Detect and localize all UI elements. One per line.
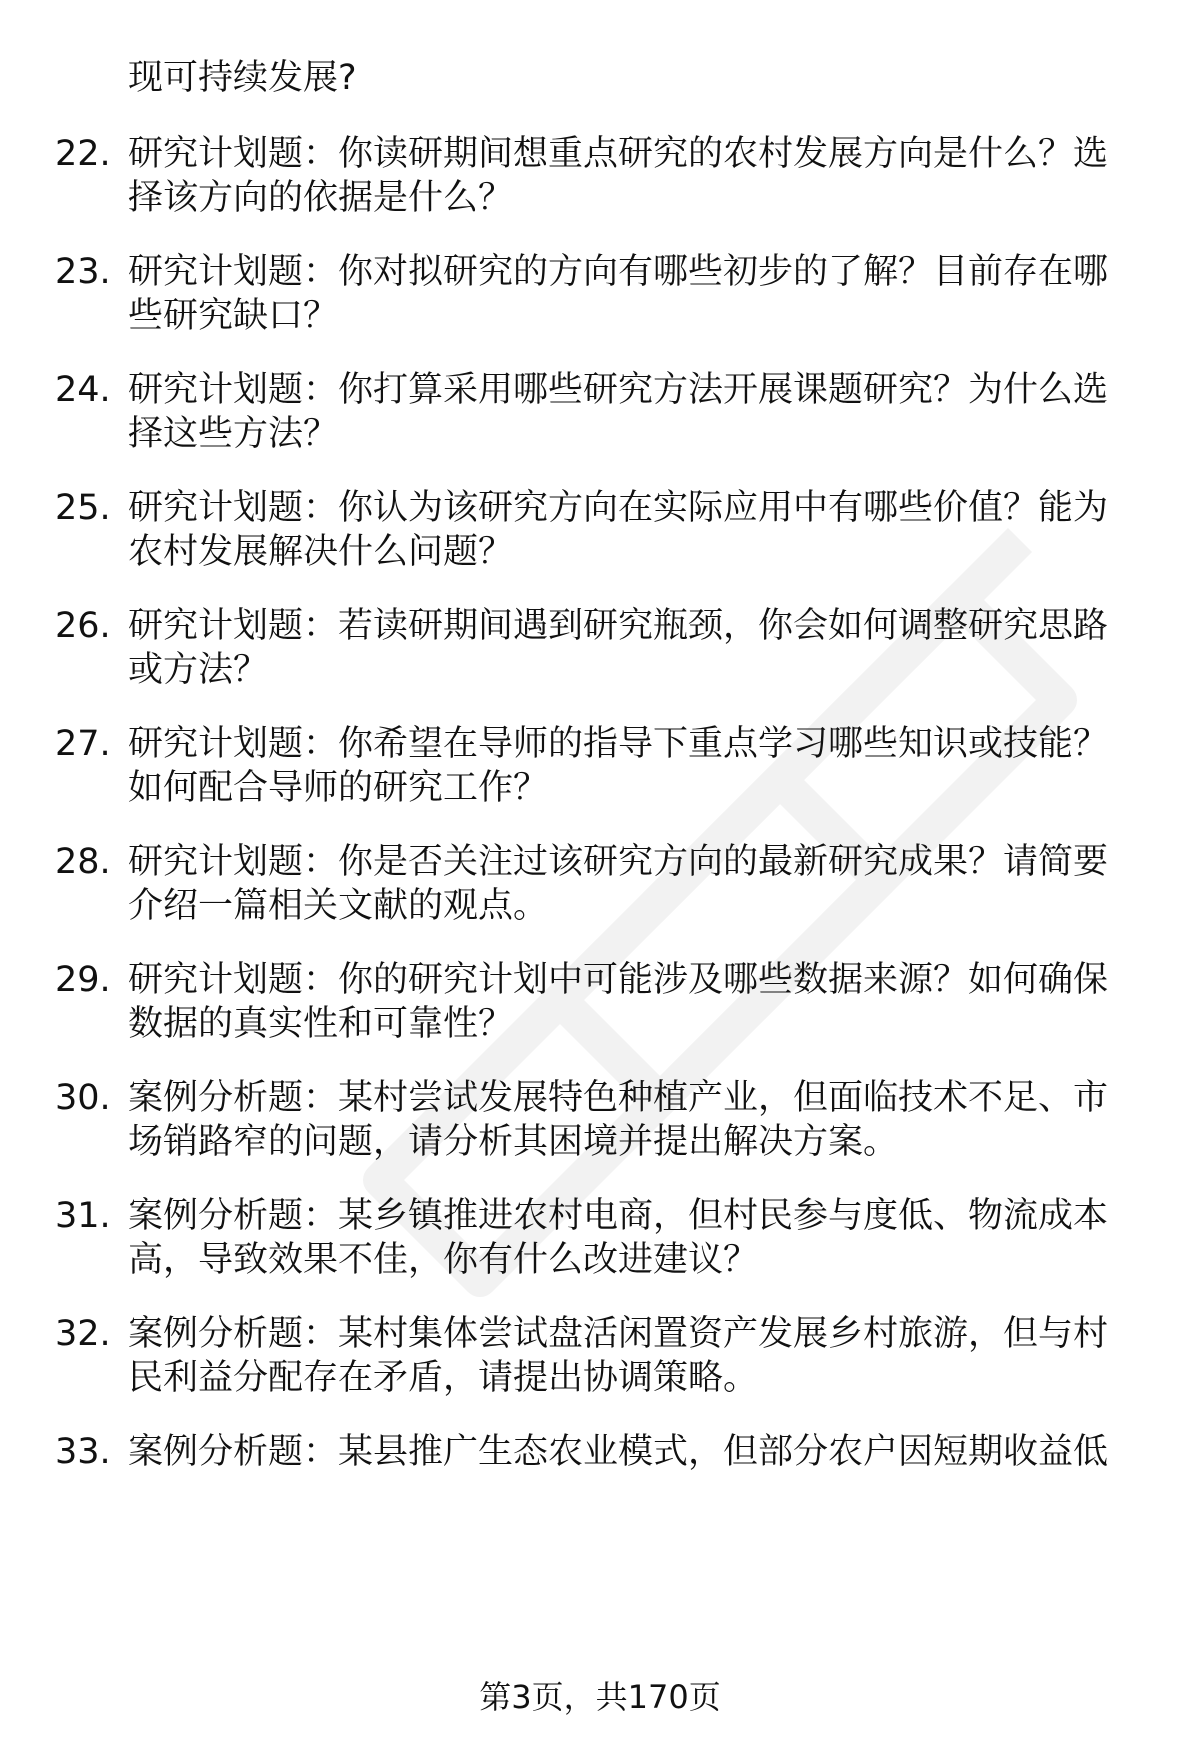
item-text-line1: 研究计划题：你希望在导师的指导下重点学习哪些知识或技能？ (128, 724, 1109, 764)
item-number: 29. (55, 960, 111, 1000)
item-text-line1: 研究计划题：你认为该研究方向在实际应用中有哪些价值？能为 (128, 488, 1109, 528)
continuation-line: 现可持续发展? (128, 58, 357, 98)
item-number: 24. (55, 370, 111, 410)
item-text-line1: 案例分析题：某村集体尝试盘活闲置资产发展乡村旅游，但与村 (128, 1314, 1109, 1354)
item-text-line2: 数据的真实性和可靠性？ (128, 1004, 514, 1044)
item-number: 31. (55, 1196, 111, 1236)
item-number: 23. (55, 252, 111, 292)
item-text-line1: 研究计划题：你对拟研究的方向有哪些初步的了解？目前存在哪 (128, 252, 1109, 292)
item-number: 32. (55, 1314, 111, 1354)
item-text-line2: 介绍一篇相关文献的观点。 (128, 886, 549, 926)
item-text-line1: 研究计划题：你读研期间想重点研究的农村发展方向是什么？选 (128, 134, 1109, 174)
item-text-line1: 研究计划题：你是否关注过该研究方向的最新研究成果？请简要 (128, 842, 1109, 882)
item-text-line2: 择这些方法？ (128, 414, 339, 454)
item-text-line2: 农村发展解决什么问题？ (128, 532, 514, 572)
item-text-line2: 场销路窄的问题，请分析其困境并提出解决方案。 (128, 1122, 899, 1162)
item-number: 28. (55, 842, 111, 882)
item-text-line1: 研究计划题：你的研究计划中可能涉及哪些数据来源？如何确保 (128, 960, 1109, 1000)
item-number: 30. (55, 1078, 111, 1118)
item-text-line1: 案例分析题：某乡镇推进农村电商，但村民参与度低、物流成本 (128, 1196, 1109, 1236)
item-number: 25. (55, 488, 111, 528)
item-text-line1: 研究计划题：若读研期间遇到研究瓶颈，你会如何调整研究思路 (128, 606, 1109, 646)
item-text-line2: 民利益分配存在矛盾，请提出协调策略。 (128, 1358, 759, 1398)
item-text-line2: 高，导致效果不佳，你有什么改进建议？ (128, 1240, 759, 1280)
item-text-line1: 案例分析题：某村尝试发展特色种植产业，但面临技术不足、市 (128, 1078, 1109, 1118)
item-text-line1: 研究计划题：你打算采用哪些研究方法开展课题研究？为什么选 (128, 370, 1109, 410)
item-number: 33. (55, 1432, 111, 1472)
item-text-line1: 案例分析题：某县推广生态农业模式，但部分农户因短期收益低 (128, 1432, 1109, 1472)
item-number: 27. (55, 724, 111, 764)
item-text-line2: 些研究缺口？ (128, 296, 339, 336)
page-footer: 第3页，共170页 (479, 1678, 721, 1716)
item-number: 26. (55, 606, 111, 646)
item-number: 22. (55, 134, 111, 174)
item-text-line2: 或方法？ (128, 650, 269, 690)
item-text-line2: 如何配合导师的研究工作？ (128, 768, 549, 808)
item-text-line2: 择该方向的依据是什么？ (128, 178, 514, 218)
